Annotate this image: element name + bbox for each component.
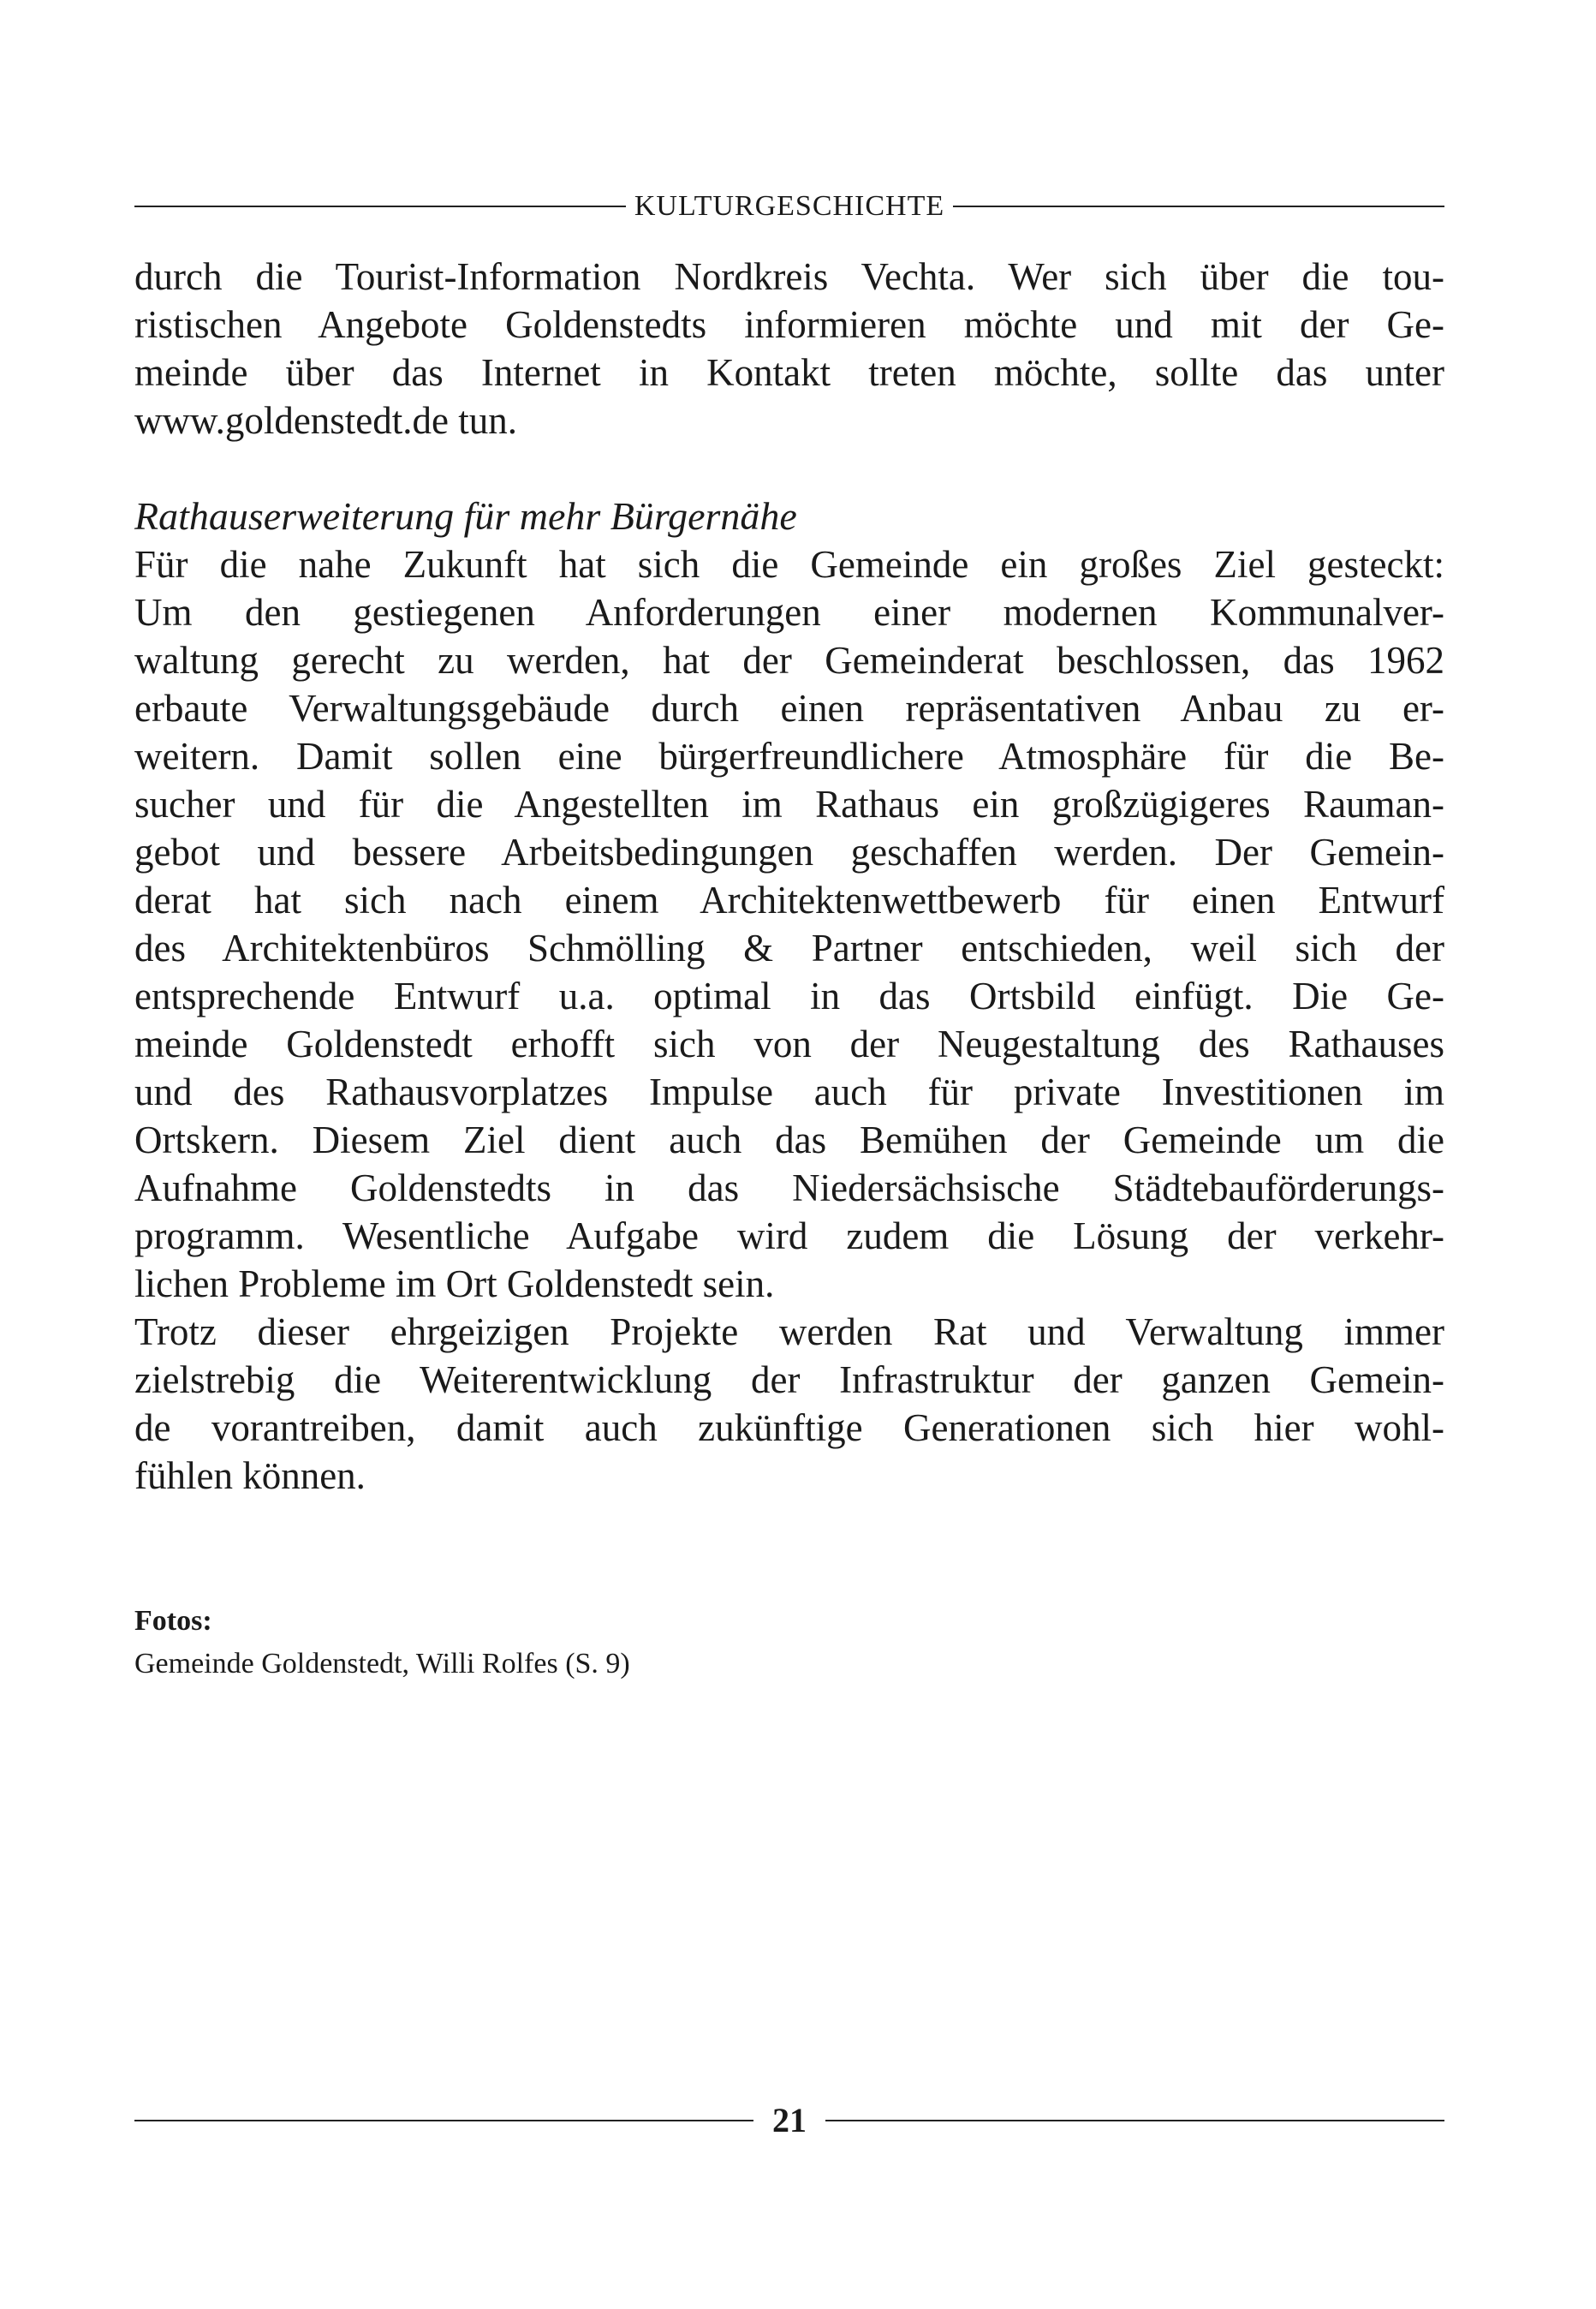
header-rule-right: [953, 206, 1444, 207]
section-paragraph-2: [134, 1308, 1444, 1500]
credits-text: Gemeinde Goldenstedt, Willi Rolfes (S. 9): [134, 1648, 630, 1680]
text-line: gebot und bessere Arbeitsbedingungen geschaffen werden. Der Gemein-: [134, 831, 1444, 874]
text-line: Für die nahe Zukunft hat sich die Gemeinde ein großes Ziel gesteckt:: [134, 543, 1444, 586]
footer-rule-left: [134, 2120, 753, 2121]
text-line: Trotz dieser ehrgeizigen Projekte werden Rat und Verwaltung immer: [134, 1310, 1444, 1353]
text-line: entsprechende Entwurf u.a. optimal in das Ortsbild einfügt. Die Ge-: [134, 975, 1444, 1017]
text-line: meinde Goldenstedt erhofft sich von der Neugestaltung des Rathauses: [134, 1023, 1444, 1065]
footer-rule-right: [825, 2120, 1444, 2121]
header-rule-left: [134, 206, 626, 207]
body-text: [134, 253, 1444, 1500]
text-line: Ortskern. Diesem Ziel dient auch das Bemühen der Gemeinde um die: [134, 1119, 1444, 1161]
page-footer: [134, 2100, 1444, 2140]
text-line: meinde über das Internet in Kontakt treten möchte, sollte das unter: [134, 351, 1444, 394]
photo-credits: [134, 1600, 1162, 1686]
text-line: waltung gerecht zu werden, hat der Gemeinderat beschlossen, das 1962: [134, 639, 1444, 682]
text-line: de vorantreiben, damit auch zukünftige Generationen sich hier wohl-: [134, 1406, 1444, 1449]
credits-label: Fotos:: [134, 1605, 212, 1637]
section-paragraph-1: [134, 540, 1444, 1308]
text-line: durch die Tourist-Information Nordkreis Vechta. Wer sich über die tou-: [134, 255, 1444, 298]
text-line: des Architektenbüros Schmölling & Partner entschieden, weil sich der: [134, 927, 1444, 970]
text-line: sucher und für die Angestellten im Rathaus ein großzügigeres Rauman-: [134, 783, 1444, 826]
page-number: 21: [772, 2101, 807, 2139]
text-line: derat hat sich nach einem Architektenwettbewerb für einen Entwurf: [134, 879, 1444, 922]
text-line: www.goldenstedt.de tun.: [134, 399, 518, 442]
intro-paragraph: [134, 253, 1444, 444]
text-line: erbaute Verwaltungsgebäude durch einen repräsentativen Anbau zu er-: [134, 687, 1444, 730]
text-line: und des Rathausvorplatzes Impulse auch für private Investitionen im: [134, 1071, 1444, 1113]
text-line: Aufnahme Goldenstedts in das Niedersächsische Städtebauförderungs-: [134, 1166, 1444, 1209]
text-line: weitern. Damit sollen eine bürgerfreundlichere Atmosphäre für die Be-: [134, 735, 1444, 778]
text-line: lichen Probleme im Ort Goldenstedt sein.: [134, 1262, 775, 1305]
running-header: [134, 190, 1444, 223]
text-line: zielstrebig die Weiterentwicklung der Infrastruktur der ganzen Gemein-: [134, 1358, 1444, 1401]
text-line: fühlen können.: [134, 1454, 366, 1497]
text-line: programm. Wesentliche Aufgabe wird zudem die Lösung der verkehr-: [134, 1214, 1444, 1257]
header-title: KULTURGESCHICHTE: [634, 190, 945, 222]
text-line: Um den gestiegenen Anforderungen einer modernen Kommunalver-: [134, 591, 1444, 634]
section-heading: Rathauserweiterung für mehr Bürgernähe: [134, 494, 797, 538]
text-line: ristischen Angebote Goldenstedts informieren möchte und mit der Ge-: [134, 303, 1444, 346]
